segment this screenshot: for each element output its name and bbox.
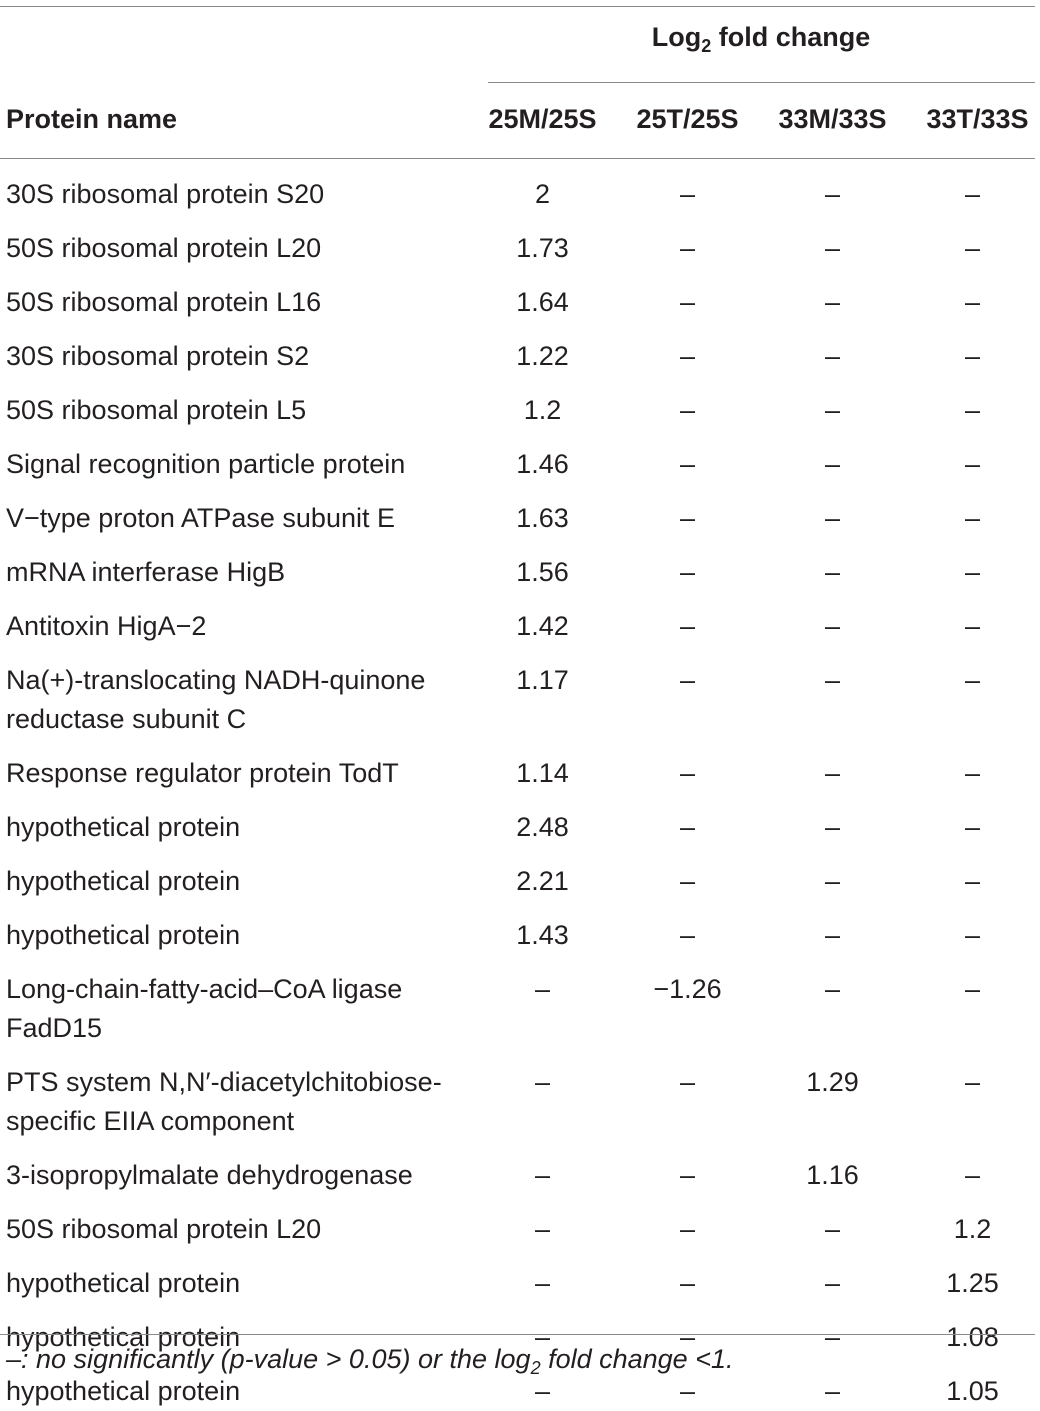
fold-change-cell: 2.21 <box>516 866 569 896</box>
protein-name-cell: Response regulator protein TodT <box>6 758 399 788</box>
fold-change-cell: – <box>679 611 696 641</box>
fold-change-cell: – <box>679 503 696 533</box>
fold-change-cell: 1.14 <box>516 758 569 788</box>
protein-name-cell: 50S ribosomal protein L20 <box>6 1214 322 1244</box>
fold-change-cell: 1.2 <box>953 1214 992 1244</box>
fold-change-cell: – <box>964 812 981 842</box>
table-row <box>0 322 1040 376</box>
fold-change-cell: – <box>679 1214 696 1244</box>
fold-change-cell: – <box>964 611 981 641</box>
footnote-suffix: fold change <1. <box>540 1344 734 1374</box>
protein-name-cell: 30S ribosomal protein S20 <box>6 179 325 209</box>
fold-change-cell: – <box>964 449 981 479</box>
fold-change-cell: – <box>534 1160 551 1190</box>
protein-name-cell: hypothetical protein <box>6 920 241 950</box>
protein-name-cell: PTS system N,N′-diacetylchitobiose-specific EIIA component <box>6 1067 442 1136</box>
fold-change-cell: – <box>964 395 981 425</box>
fold-change-cell: – <box>964 557 981 587</box>
fold-change-cell: 1.05 <box>946 1376 999 1406</box>
table-row <box>0 1141 1040 1195</box>
fold-change-cell: – <box>534 1268 551 1298</box>
fold-change-cell: – <box>824 1268 841 1298</box>
protein-name-cell: V−type proton ATPase subunit E <box>6 503 395 533</box>
table-row <box>0 646 1040 739</box>
fold-change-cell: – <box>824 395 841 425</box>
column-header-33m-33s: 33M/33S <box>778 104 887 134</box>
table-row <box>0 793 1040 847</box>
fold-change-cell: 1.64 <box>516 287 569 317</box>
table-footnote <box>6 1344 734 1378</box>
fold-change-cell: 1.17 <box>516 665 569 695</box>
fold-change-cell: 1.29 <box>806 1067 859 1097</box>
fold-change-cell: – <box>964 866 981 896</box>
fold-change-cell: – <box>679 179 696 209</box>
top-rule <box>0 6 1035 7</box>
fold-change-cell: – <box>824 449 841 479</box>
protein-name-cell: hypothetical protein <box>6 866 241 896</box>
bottom-rule <box>0 1334 1035 1335</box>
fold-change-cell: – <box>679 233 696 263</box>
fold-change-cell: – <box>824 341 841 371</box>
fold-change-cell: – <box>534 974 551 1004</box>
fold-change-cell: 1.16 <box>806 1160 859 1190</box>
fold-change-cell: – <box>824 758 841 788</box>
protein-name-cell: Na(+)-translocating NADH-quinone reductase subunit C <box>6 665 426 734</box>
footnote-subscript: 2 <box>530 1358 541 1378</box>
fold-change-cell: – <box>534 1322 551 1352</box>
table-row <box>0 214 1040 268</box>
column-header-25m-25s: 25M/25S <box>488 104 597 134</box>
fold-change-cell: – <box>679 1268 696 1298</box>
table-row <box>0 160 1040 214</box>
fold-change-cell: – <box>824 611 841 641</box>
protein-name-cell: Signal recognition particle protein <box>6 449 406 479</box>
fold-change-cell: – <box>964 974 981 1004</box>
fold-change-cell: – <box>679 557 696 587</box>
fold-change-cell: – <box>679 1160 696 1190</box>
fold-change-cell: 1.2 <box>523 395 562 425</box>
fold-change-cell: – <box>824 665 841 695</box>
fold-change-cell: 1.08 <box>946 1322 999 1352</box>
fold-change-cell: – <box>679 341 696 371</box>
fold-change-cell: – <box>679 1322 696 1352</box>
fold-change-cell: 1.73 <box>516 233 569 263</box>
fold-change-cell: – <box>679 920 696 950</box>
protein-name-cell: Long-chain-fatty-acid–CoA ligase FadD15 <box>6 974 403 1043</box>
protein-table <box>0 160 1040 1411</box>
fold-change-cell: 1.22 <box>516 341 569 371</box>
fold-change-cell: – <box>679 758 696 788</box>
fold-change-cell: – <box>964 665 981 695</box>
fold-change-cell: – <box>679 1067 696 1097</box>
fold-change-cell: 2 <box>534 179 551 209</box>
protein-name-cell: hypothetical protein <box>6 812 241 842</box>
fold-change-cell: – <box>824 233 841 263</box>
protein-name-cell: 50S ribosomal protein L5 <box>6 395 307 425</box>
table-row <box>0 1249 1040 1303</box>
fold-change-cell: – <box>964 179 981 209</box>
footnote-prefix: –: no significantly (p-value > 0.05) or the log <box>6 1344 531 1374</box>
table-row <box>0 268 1040 322</box>
fold-change-cell: 1.63 <box>516 503 569 533</box>
fold-change-cell: – <box>534 1214 551 1244</box>
fold-change-cell: – <box>679 449 696 479</box>
table-row <box>0 430 1040 484</box>
fold-change-cell: – <box>824 1214 841 1244</box>
protein-name-cell: 3-isopropylmalate dehydrogenase <box>6 1160 413 1190</box>
fold-change-cell: – <box>679 665 696 695</box>
fold-change-cell: 1.42 <box>516 611 569 641</box>
fold-change-cell: – <box>679 812 696 842</box>
group-header-title <box>488 22 1034 56</box>
fold-change-cell: – <box>679 395 696 425</box>
protein-name-cell: 50S ribosomal protein L16 <box>6 287 322 317</box>
fold-change-cell: 1.46 <box>516 449 569 479</box>
protein-name-cell: hypothetical protein <box>6 1268 241 1298</box>
fold-change-cell: −1.26 <box>653 974 722 1004</box>
fold-change-cell: – <box>824 1322 841 1352</box>
fold-change-cell: – <box>964 233 981 263</box>
table-row <box>0 538 1040 592</box>
fold-change-cell: – <box>534 1376 551 1406</box>
fold-change-cell: – <box>964 503 981 533</box>
fold-change-cell: – <box>964 758 981 788</box>
column-header-protein-name: Protein name <box>6 104 178 134</box>
protein-name-cell: 30S ribosomal protein S2 <box>6 341 310 371</box>
table-row <box>0 1048 1040 1141</box>
table-body <box>0 160 1040 1411</box>
table-row <box>0 376 1040 430</box>
table-row <box>0 955 1040 1048</box>
fold-change-cell: – <box>824 287 841 317</box>
column-header-33t-33s: 33T/33S <box>926 104 1029 134</box>
table-row <box>0 1195 1040 1249</box>
fold-change-cell: – <box>824 1376 841 1406</box>
fold-change-cell: – <box>824 866 841 896</box>
protein-name-cell: Antitoxin HigA−2 <box>6 611 207 641</box>
fold-change-cell: 1.56 <box>516 557 569 587</box>
fold-change-cell: – <box>964 341 981 371</box>
fold-change-cell: – <box>824 812 841 842</box>
fold-change-cell: – <box>824 557 841 587</box>
fold-change-cell: – <box>824 974 841 1004</box>
fold-change-cell: – <box>964 1160 981 1190</box>
fold-change-cell: 1.25 <box>946 1268 999 1298</box>
fold-change-cell: 2.48 <box>516 812 569 842</box>
fold-change-cell: – <box>964 287 981 317</box>
fold-change-cell: – <box>964 1067 981 1097</box>
column-header-25t-25s: 25T/25S <box>636 104 739 134</box>
fold-change-cell: – <box>534 1067 551 1097</box>
protein-name-cell: mRNA interferase HigB <box>6 557 286 587</box>
fold-change-cell: – <box>679 866 696 896</box>
fold-change-cell: – <box>679 1376 696 1406</box>
table-row <box>0 484 1040 538</box>
protein-name-cell: hypothetical protein <box>6 1376 241 1406</box>
table-row <box>0 847 1040 901</box>
protein-name-cell: 50S ribosomal protein L20 <box>6 233 322 263</box>
fold-change-cell: – <box>679 287 696 317</box>
fold-change-cell: – <box>964 920 981 950</box>
fold-change-cell: – <box>824 503 841 533</box>
group-title-subscript: 2 <box>701 36 712 56</box>
group-title-prefix: Log <box>651 22 702 52</box>
group-header-rule <box>488 82 1035 83</box>
fold-change-cell: – <box>824 920 841 950</box>
fold-change-cell: 1.43 <box>516 920 569 950</box>
group-title-suffix: fold change <box>711 22 871 52</box>
header-bottom-rule <box>0 158 1035 159</box>
protein-name-cell: hypothetical protein <box>6 1322 241 1352</box>
table-row <box>0 592 1040 646</box>
table-row <box>0 901 1040 955</box>
fold-change-cell: – <box>824 179 841 209</box>
table-row <box>0 739 1040 793</box>
